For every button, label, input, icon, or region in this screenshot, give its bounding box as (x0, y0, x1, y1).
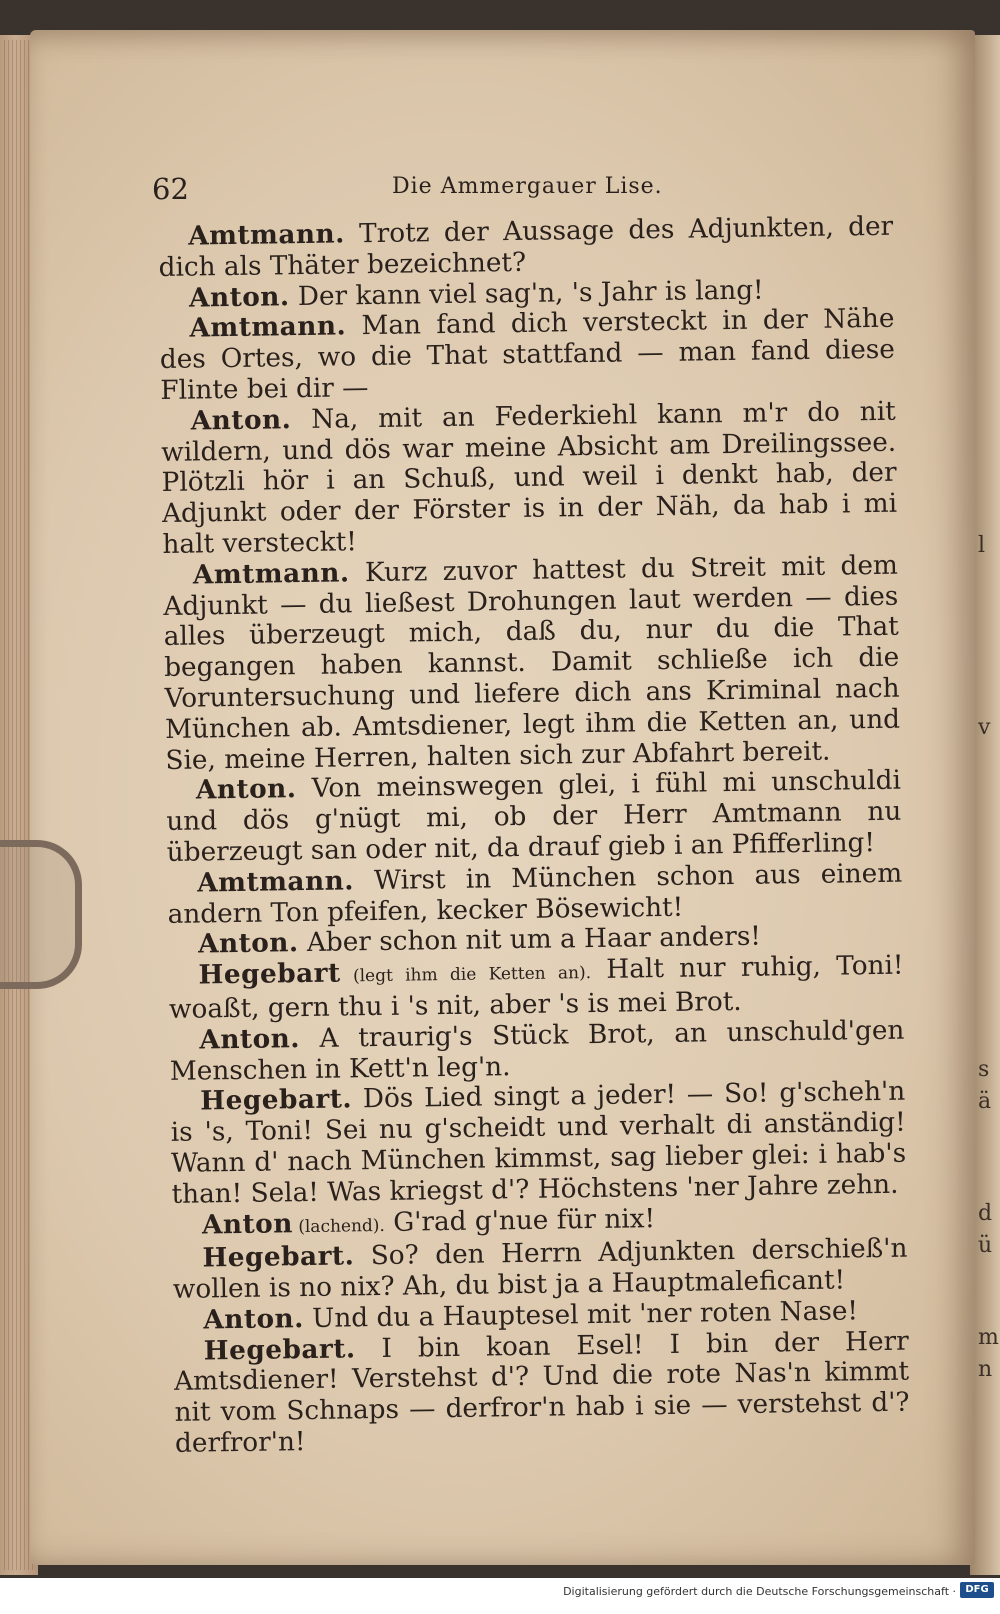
dialogue-text: Kurz zuvor hattest du Streit mit dem Adjunkt — du ließest Drohungen laut werden — dies alles überzeugt mich, daß du, nur du die That begangen haben kannst. Damit schließe ich die Voruntersuchung und liefere dich ans Kriminal nach München ab. Amtsdiener, legt ihm die Ketten an, und Sie, meine Herren, halten sich zur Abfahrt bereit. (163, 550, 901, 776)
stage-direction: (lachend). (292, 1215, 386, 1237)
speaker-name: Hegebart. (202, 1240, 355, 1274)
dialogue-text: G'rad g'nue für nix! (384, 1203, 656, 1238)
dialogue-paragraph (168, 951, 904, 1026)
speaker-name: Hegebart. (203, 1333, 356, 1367)
text-body (158, 212, 910, 1460)
margin-letter: ü (978, 1233, 993, 1258)
dialogue-paragraph (158, 212, 894, 284)
dialogue-text: A traurig's Stück Brot, an unschuld'gen Menschen in Kett'n leg'n. (169, 1015, 905, 1087)
speaker-name: Hegebart. (200, 1083, 353, 1117)
speaker-name: Anton. (195, 773, 297, 806)
margin-letter: n (978, 1357, 993, 1382)
page-header (152, 172, 892, 212)
speaker-name: Anton. (197, 927, 299, 960)
dialogue-text: Der kann viel sag'n, 's Jahr is lang! (289, 275, 764, 312)
dialogue-paragraph (163, 550, 901, 776)
speaker-name: Amtmann. (192, 557, 350, 591)
speaker-name: Anton. (188, 280, 290, 314)
dialogue-text: Trotz der Aussage des Adjunkten, der dich als Thäter bezeichnet? (158, 211, 894, 283)
next-page-margin-text (978, 60, 1000, 1560)
speaker-name: Anton. (203, 1302, 305, 1336)
dialogue-paragraph (169, 1015, 905, 1087)
margin-letter: l (978, 533, 986, 558)
speaker-name: Amtmann. (187, 218, 346, 252)
page-clip (0, 840, 82, 989)
speaker-name: Hegebart (198, 957, 341, 991)
margin-letter: v (978, 715, 991, 740)
dialogue-text: Halt nur ruhig, Toni! woaßt, gern thu i 's nit, aber 's is mei Brot. (168, 950, 904, 1025)
dialogue-text: Aber schon nit um a Haar anders! (298, 921, 762, 959)
dialogue-text: Von meinswegen glei, i fühl mi unschuldi und dös g'nügt mi, ob der Herr Amtmann nu überzeugt san oder nit, da drauf gieb i an Pfifferling! (166, 766, 902, 868)
dialogue-paragraph (159, 304, 895, 407)
footer-bar (0, 1578, 1000, 1614)
dialogue-paragraph (172, 1234, 908, 1306)
margin-letter: m (978, 1325, 999, 1350)
dialogue-paragraph (161, 397, 898, 561)
dialogue-text: Wirst in München schon aus einem andern Ton pfeifen, kecker Bösewicht! (167, 858, 903, 930)
running-title: Die Ammergauer Lise. (392, 174, 663, 199)
margin-letter: s (978, 1057, 990, 1082)
dialogue-text: So? den Herrn Adjunkten derschieß'n wollen is no nix? Ah, du bist ja a Hauptmaleficant! (172, 1233, 908, 1305)
margin-letter: ä (978, 1089, 992, 1114)
dfg-logo: DFG (960, 1582, 994, 1598)
dialogue-text: Und du a Hauptesel mit 'ner roten Nase! (303, 1296, 859, 1334)
dialogue-text: Man fand dich versteckt in der Nähe des Ortes, wo die That stattfand — man fand diese Flinte bei dir — (159, 304, 896, 406)
dialogue-text: Na, mit an Federkiehl kann m'r do nit wildern, und dös war meine Absicht am Dreilingssee. Plötzli hör i an Schuß, und weil i denkt hab, der Adjunkt oder der Förster is in der Näh, da hab i mi halt versteckt! (161, 396, 898, 560)
footer-credit: Digitalisierung gefördert durch die Deutsche Forschungsgemeinschaft · (563, 1585, 956, 1598)
dialogue-paragraph (166, 766, 902, 869)
speaker-name: Amtmann. (197, 865, 355, 899)
speaker-name: Amtmann. (189, 310, 347, 344)
margin-letter: d (978, 1201, 993, 1226)
speaker-name: Anton. (199, 1022, 301, 1056)
speaker-name: Anton. (190, 403, 292, 437)
dialogue-text: Dös Lied singt a jeder! — So! g'scheh'n is 's, Toni! Sei nu g'scheidt und verhalt di anständig! Wann d' nach München kimmst, sag lieber glei: i hab's than! Sela! Was kriegst d'? Höchstens 'ner Jahre zehn. (170, 1076, 907, 1210)
page-number: 62 (152, 172, 189, 206)
speaker-name: Anton (201, 1207, 294, 1240)
dialogue-paragraph (174, 1326, 911, 1459)
dialogue-paragraph (170, 1077, 907, 1210)
stage-direction: (legt ihm die Ketten an). (340, 963, 592, 987)
dialogue-text: I bin koan Esel! I bin der Herr Amtsdiener! Verstehst d'? Und die rote Nas'n kimmt nit vom Schnaps — derfror'n hab i sie — verstehst d'? derfror'n! (173, 1326, 910, 1459)
dialogue-paragraph (167, 858, 903, 930)
